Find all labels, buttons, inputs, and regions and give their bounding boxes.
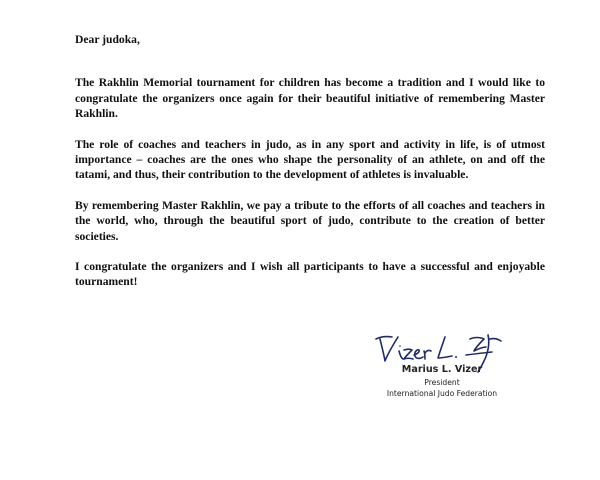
letter-body <box>75 32 545 305</box>
letter-greeting: Dear judoka, <box>75 33 140 46</box>
signature-block <box>360 325 520 405</box>
letter-paragraph-2: The role of coaches and teachers in judo, as in any sport and activity in life, is of utmost importance – coaches are the ones who shape the personality of an athlete, on and off the tatami, and thus, their contribution to the development of athletes is invaluable. <box>75 137 545 182</box>
letter-paragraph-1: The Rakhlin Memorial tournament for children has become a tradition and I would like to congratulate the organizers once again for their beautiful initiative of remembering Master Rakhlin. <box>75 76 545 121</box>
letter-paragraph-4: I congratulate the organizers and I wish all participants to have a successful and enjoyable tournament! <box>75 260 545 289</box>
signatory-name: Marius L. Vizer <box>401 364 483 375</box>
signatory-title: President <box>424 378 460 387</box>
signatory-organization: International Judo Federation <box>386 389 498 398</box>
letter-paragraph-3: By remembering Master Rakhlin, we pay a tribute to the efforts of all coaches and teachers in the world, who, through the beautiful sport of judo, contribute to the creation of better societies. <box>75 198 545 243</box>
